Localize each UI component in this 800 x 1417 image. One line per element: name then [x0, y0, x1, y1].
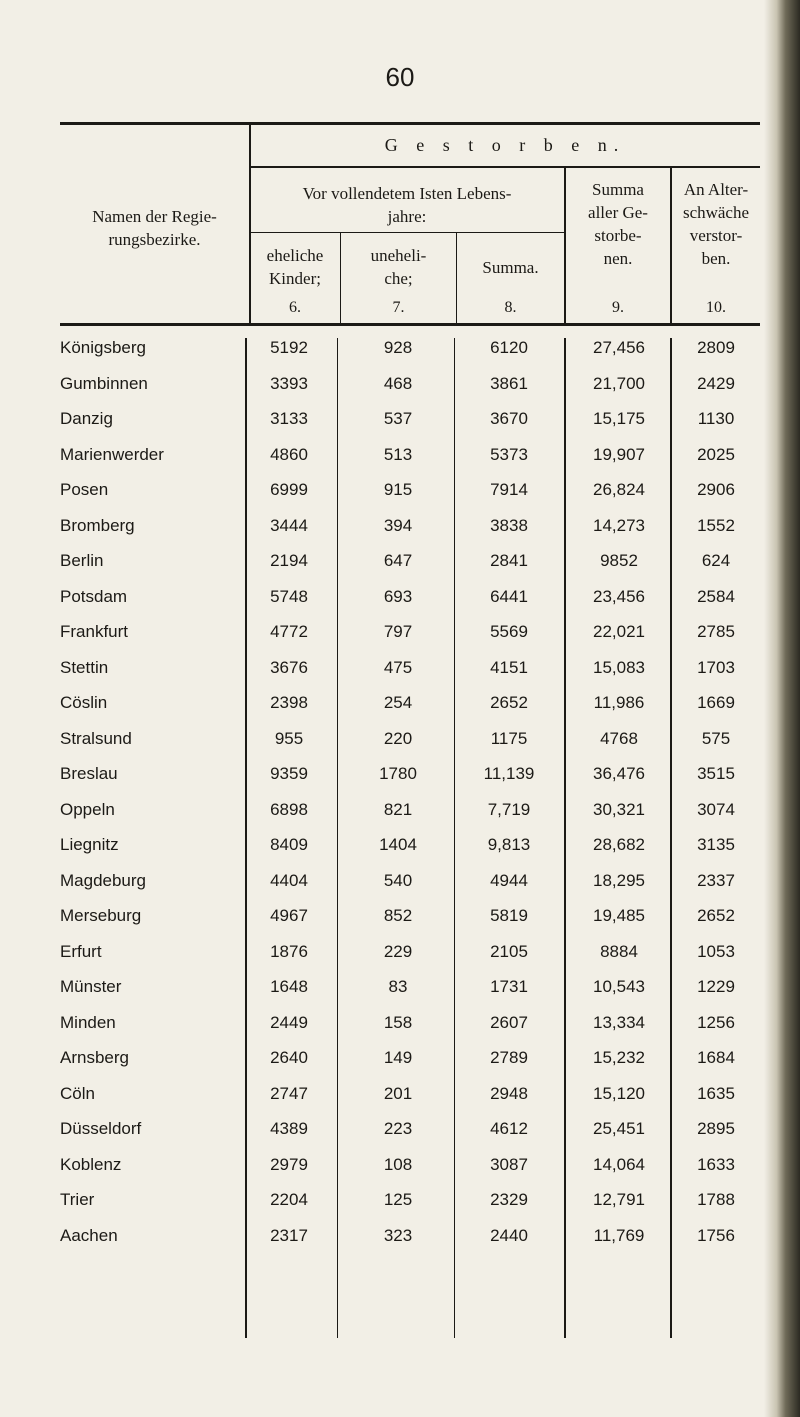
table-row — [0, 480, 800, 516]
total-deaths: 8884 — [600, 941, 638, 961]
table-row — [0, 622, 800, 658]
table-row — [0, 871, 800, 907]
table-row — [0, 445, 800, 481]
sum-under-one: 4944 — [490, 870, 528, 890]
old-age-deaths: 1684 — [697, 1048, 735, 1067]
table-row — [0, 835, 800, 871]
total-deaths: 15,175 — [593, 409, 645, 428]
header-total-line1: Summa — [592, 180, 644, 199]
sum-under-one: 11,139 — [483, 764, 535, 783]
legit-deaths: 2979 — [270, 1154, 308, 1174]
sum-under-one: 3670 — [490, 409, 528, 428]
illegit-deaths: 83 — [388, 977, 408, 996]
table-row — [0, 1119, 800, 1155]
total-deaths: 13,334 — [593, 1012, 645, 1032]
column-number-6: 6. — [289, 299, 301, 316]
legit-deaths: 9359 — [270, 764, 308, 783]
district-name: Berlin — [60, 551, 104, 570]
district-name: Potsdam — [60, 586, 128, 606]
table-row — [0, 374, 800, 410]
legit-deaths: 5192 — [270, 338, 308, 357]
district-name: Bromberg — [60, 515, 135, 535]
column-number-9: 9. — [612, 299, 624, 316]
legit-deaths: 2398 — [270, 693, 308, 712]
legit-deaths: 3676 — [270, 657, 308, 677]
legit-deaths: 4404 — [270, 870, 308, 890]
old-age-deaths: 2895 — [697, 1119, 735, 1138]
sum-under-one: 1731 — [490, 977, 528, 996]
total-deaths: 15,120 — [593, 1083, 645, 1103]
district-name: Cöln — [60, 1083, 95, 1103]
illegit-deaths: 108 — [383, 1154, 413, 1174]
legit-deaths: 6999 — [270, 480, 308, 499]
district-name: Merseburg — [60, 906, 142, 925]
column-number-7: 7. — [392, 299, 405, 316]
illegit-deaths: 323 — [383, 1225, 413, 1245]
sum-under-one: 2948 — [490, 1083, 528, 1103]
illegit-deaths: 537 — [383, 409, 413, 428]
table-row — [0, 977, 800, 1013]
header-under-one-line1: Vor vollendetem Isten Lebens- — [302, 184, 512, 203]
old-age-deaths: 1256 — [697, 1012, 735, 1032]
legit-deaths: 2640 — [270, 1048, 308, 1067]
table-row — [0, 338, 800, 374]
old-age-deaths: 3515 — [697, 764, 735, 783]
header-legit-line1: eheliche — [266, 246, 324, 265]
old-age-deaths: 2652 — [697, 906, 735, 925]
header-name-line2: rungsbezirke. — [108, 230, 201, 249]
legit-deaths: 3393 — [270, 373, 308, 393]
old-age-deaths: 1229 — [697, 977, 735, 996]
header-old-age-line4: ben. — [701, 249, 731, 268]
old-age-deaths: 3135 — [697, 835, 735, 854]
sum-under-one: 2607 — [490, 1012, 528, 1032]
illegit-deaths: 852 — [383, 906, 413, 925]
table-row — [0, 1084, 800, 1120]
total-deaths: 36,476 — [593, 764, 645, 783]
total-deaths: 4768 — [600, 728, 638, 748]
district-name: Frankfurt — [60, 622, 129, 641]
header-sum-under-one: Summa. — [482, 258, 539, 277]
top-rule — [60, 122, 760, 125]
group-rule — [250, 166, 760, 168]
table-row — [0, 1048, 800, 1084]
total-deaths: 14,273 — [593, 515, 645, 535]
header-bottom-rule — [60, 323, 760, 326]
old-age-deaths: 1130 — [697, 409, 735, 428]
illegit-deaths: 468 — [383, 373, 413, 393]
header-old-age-line3: verstor- — [689, 226, 743, 245]
legit-deaths: 2317 — [270, 1225, 308, 1245]
header-illegit-line2: che; — [384, 269, 413, 288]
old-age-deaths: 2785 — [697, 622, 735, 641]
old-age-deaths: 1053 — [697, 941, 735, 961]
old-age-deaths: 2584 — [697, 586, 735, 606]
sum-under-one: 5373 — [490, 444, 528, 464]
total-deaths: 30,321 — [593, 799, 645, 819]
district-name: Oppeln — [60, 799, 115, 819]
sum-under-one: 5819 — [490, 906, 528, 925]
district-name: Koblenz — [60, 1154, 122, 1174]
old-age-deaths: 1633 — [697, 1154, 735, 1174]
old-age-deaths: 1669 — [697, 693, 735, 712]
header-total-line4: nen. — [603, 249, 633, 268]
total-deaths: 23,456 — [593, 586, 645, 606]
sum-under-one: 4612 — [490, 1119, 528, 1138]
legit-deaths: 2449 — [270, 1012, 308, 1032]
table-row — [0, 1013, 800, 1049]
header-total-line3: storbe- — [594, 226, 642, 245]
district-name: Stettin — [60, 657, 109, 677]
total-deaths: 12,791 — [593, 1190, 645, 1209]
table-row — [0, 906, 800, 942]
sum-under-one: 3861 — [490, 373, 528, 393]
illegit-deaths: 928 — [383, 338, 413, 357]
district-name: Cöslin — [60, 693, 108, 712]
sum-under-one: 2652 — [490, 693, 528, 712]
table-row — [0, 942, 800, 978]
total-deaths: 19,907 — [593, 444, 645, 464]
header-name-line1: Namen der Regie- — [92, 207, 217, 226]
district-name: Magdeburg — [60, 870, 147, 890]
header-illegit — [341, 244, 456, 290]
old-age-deaths: 1552 — [697, 515, 735, 535]
sum-under-one: 6441 — [490, 586, 528, 606]
total-deaths: 22,021 — [593, 622, 645, 641]
header-group-title: G e s t o r b e n. — [384, 135, 626, 155]
sum-under-one: 2105 — [490, 941, 528, 961]
district-name: Trier — [60, 1190, 95, 1209]
district-name: Stralsund — [60, 728, 132, 748]
table-row — [0, 764, 800, 800]
old-age-deaths: 3074 — [697, 799, 735, 819]
table-body — [0, 338, 800, 1261]
sum-under-one: 2329 — [490, 1190, 528, 1209]
illegit-deaths: 1780 — [379, 764, 417, 783]
total-deaths: 10,543 — [593, 977, 645, 996]
table-row — [0, 1190, 800, 1226]
illegit-deaths: 821 — [383, 799, 413, 819]
total-deaths: 14,064 — [593, 1154, 645, 1174]
district-name: Münster — [60, 977, 122, 996]
header-name-column — [60, 205, 249, 251]
total-deaths: 21,700 — [593, 373, 645, 393]
total-deaths: 11,769 — [593, 1225, 645, 1245]
illegit-deaths: 158 — [383, 1012, 413, 1032]
district-name: Gumbinnen — [60, 373, 148, 393]
sum-under-one: 3838 — [490, 515, 528, 535]
total-deaths: 26,824 — [593, 480, 645, 499]
total-deaths: 27,456 — [593, 338, 645, 357]
total-deaths: 28,682 — [593, 835, 645, 854]
illegit-deaths: 223 — [383, 1119, 413, 1138]
legit-deaths: 2747 — [270, 1083, 308, 1103]
district-name: Düsseldorf — [60, 1119, 142, 1138]
old-age-deaths: 2906 — [697, 480, 735, 499]
page-binding-edge — [764, 0, 800, 1417]
illegit-deaths: 220 — [383, 728, 413, 748]
legit-deaths: 4967 — [270, 906, 308, 925]
legit-deaths: 1648 — [270, 977, 308, 996]
district-name: Breslau — [60, 764, 118, 783]
legit-deaths: 2204 — [270, 1190, 308, 1209]
legit-deaths: 1876 — [270, 941, 308, 961]
illegit-deaths: 201 — [383, 1083, 413, 1103]
legit-deaths: 6898 — [270, 799, 308, 819]
sum-under-one: 6120 — [490, 338, 528, 357]
subgroup-rule — [250, 232, 564, 233]
total-deaths: 9852 — [600, 551, 638, 570]
table-row — [0, 587, 800, 623]
illegit-deaths: 394 — [383, 515, 413, 535]
legit-deaths: 5748 — [270, 586, 308, 606]
table-row — [0, 1155, 800, 1191]
total-deaths: 19,485 — [593, 906, 645, 925]
total-deaths: 11,986 — [593, 693, 645, 712]
district-name: Posen — [60, 480, 109, 499]
legit-deaths: 4389 — [270, 1119, 308, 1138]
table-row — [0, 551, 800, 587]
old-age-deaths: 2025 — [697, 444, 735, 464]
illegit-deaths: 693 — [383, 586, 413, 606]
district-name: Erfurt — [60, 941, 102, 961]
district-name: Arnsberg — [60, 1048, 129, 1067]
legit-deaths: 3444 — [270, 515, 308, 535]
sum-under-one: 4151 — [490, 657, 528, 677]
illegit-deaths: 513 — [383, 444, 413, 464]
district-name: Aachen — [60, 1225, 118, 1245]
illegit-deaths: 1404 — [379, 835, 417, 854]
district-name: Marienwerder — [60, 444, 164, 464]
sum-under-one: 2440 — [490, 1225, 528, 1245]
old-age-deaths: 1635 — [697, 1083, 735, 1103]
header-legit-line2: Kinder; — [269, 269, 321, 288]
table-row — [0, 800, 800, 836]
sum-under-one: 2841 — [490, 551, 528, 570]
district-name: Liegnitz — [60, 835, 119, 854]
header-under-one-group — [250, 182, 564, 228]
illegit-deaths: 540 — [383, 870, 413, 890]
illegit-deaths: 229 — [383, 941, 413, 961]
legit-deaths: 4772 — [270, 622, 308, 641]
header-under-one-line2: jahre: — [387, 207, 427, 226]
header-total — [566, 178, 670, 270]
legit-deaths: 955 — [274, 728, 304, 748]
old-age-deaths: 1756 — [697, 1225, 735, 1245]
table-row — [0, 729, 800, 765]
old-age-deaths: 1788 — [697, 1190, 735, 1209]
old-age-deaths: 2809 — [697, 338, 735, 357]
header-old-age-line2: schwäche — [682, 203, 750, 222]
header-illegit-line1: uneheli- — [370, 246, 427, 265]
table-row — [0, 693, 800, 729]
total-deaths: 15,083 — [593, 657, 645, 677]
legit-deaths: 2194 — [270, 551, 308, 570]
total-deaths: 15,232 — [593, 1048, 645, 1067]
old-age-deaths: 1703 — [697, 657, 735, 677]
old-age-deaths: 624 — [701, 551, 731, 570]
illegit-deaths: 647 — [383, 551, 413, 570]
illegit-deaths: 475 — [383, 657, 413, 677]
header-total-line2: aller Ge- — [588, 203, 648, 222]
sum-under-one: 2789 — [490, 1048, 528, 1067]
district-name: Danzig — [60, 409, 113, 428]
column-number-8: 8. — [504, 299, 517, 316]
legit-deaths: 3133 — [270, 409, 308, 428]
table-row — [0, 409, 800, 445]
total-deaths: 25,451 — [593, 1119, 645, 1138]
header-old-age — [672, 178, 760, 270]
total-deaths: 18,295 — [593, 870, 645, 890]
illegit-deaths: 254 — [383, 693, 413, 712]
illegit-deaths: 797 — [383, 622, 413, 641]
table-row — [0, 1226, 800, 1262]
table-row — [0, 658, 800, 694]
header-legit — [250, 244, 340, 290]
illegit-deaths: 149 — [383, 1048, 413, 1067]
old-age-deaths: 2337 — [697, 870, 735, 890]
page-number: 60 — [385, 62, 415, 92]
column-number-10: 10. — [706, 299, 726, 316]
sum-under-one: 3087 — [490, 1154, 528, 1174]
legit-deaths: 8409 — [270, 835, 308, 854]
old-age-deaths: 2429 — [697, 373, 735, 393]
sum-under-one: 5569 — [490, 622, 528, 641]
sum-under-one: 7914 — [490, 480, 528, 499]
illegit-deaths: 915 — [383, 480, 413, 499]
table-row — [0, 516, 800, 552]
district-name: Königsberg — [60, 338, 147, 357]
district-name: Minden — [60, 1012, 116, 1032]
illegit-deaths: 125 — [383, 1190, 413, 1209]
legit-deaths: 4860 — [270, 444, 308, 464]
sum-under-one: 1175 — [490, 728, 528, 748]
sum-under-one: 9,813 — [487, 835, 531, 854]
header-old-age-line1: An Alter- — [683, 180, 749, 199]
sum-under-one: 7,719 — [487, 799, 531, 819]
old-age-deaths: 575 — [701, 728, 731, 748]
